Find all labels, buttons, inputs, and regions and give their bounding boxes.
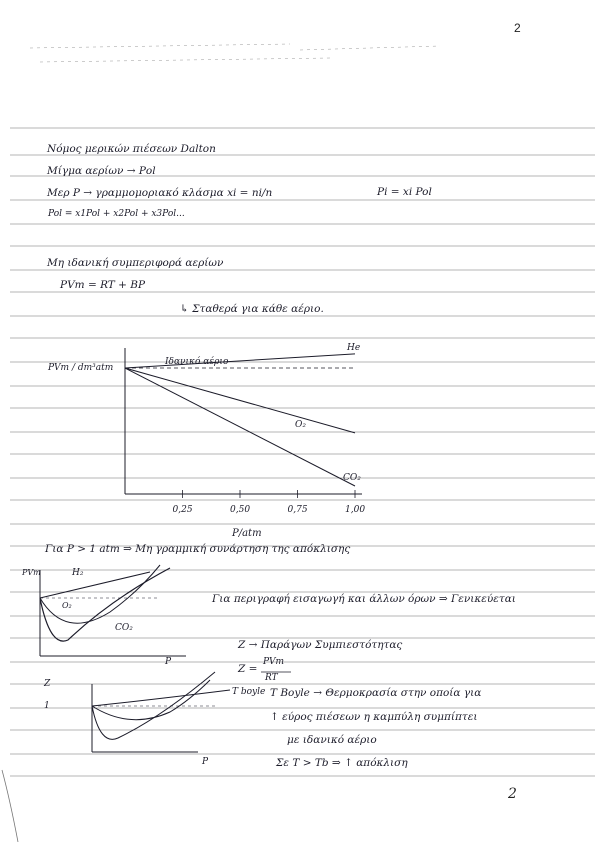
note-virial-equation: PVm = RT + BP [60, 279, 146, 291]
note-tboyle-def: T Boyle → Θερμοκρασία στην οποία για [270, 687, 482, 699]
note-generalization: Για περιγραφή εισαγωγή και άλλων όρων ⇒ Γενικεύεται [212, 593, 516, 605]
chart-xlabel: P/atm [232, 528, 262, 539]
note-z-denominator: RT [265, 673, 278, 683]
note-compressibility-factor: Z → Παράγων Συμπιεστότητας [238, 639, 403, 651]
page-number-top: 2 [514, 21, 521, 35]
chart-series-label-3: CO₂ [343, 473, 361, 483]
chart-series-label-2: O₂ [295, 419, 306, 430]
note-mole-fraction: Μερ P → γραμμομοριακό κλάσμα xi = ni/n [47, 187, 273, 199]
note-dalton-title: Νόμος μερικών πιέσεων Dalton [47, 143, 216, 155]
note-z-numerator: PVm [263, 657, 285, 667]
sketch1-xlabel: P [165, 657, 172, 667]
chart-x-tick-label-0: 0,25 [172, 505, 193, 515]
chart-x-tick-label-1: 0,50 [230, 505, 251, 515]
note-total-pressure-sum: Pol = x1Pol + x2Pol + x3Pol... [48, 209, 185, 219]
note-z-equals: Z = [238, 663, 258, 675]
sketch2-low-curve [92, 672, 215, 739]
chart-x-tick-label-3: 1,00 [345, 505, 366, 515]
sketch2-xlabel: P [202, 757, 209, 767]
sketch2-label-tboyle: T boyle [232, 687, 266, 697]
note-nonideal-title: Μη ιδανική συμπεριφορά αερίων [47, 257, 224, 269]
sketch2-ytick: 1 [44, 701, 50, 711]
note-above-tb: Σε T > Tb ⇒ ↑ απόκλιση [276, 757, 408, 769]
sketch1-ylabel: PVm [22, 568, 41, 577]
note-gas-mixture: Μίγμα αερίων → Ροl [47, 165, 156, 177]
note-constant-per-gas: ↳ Σταθερά για κάθε αέριο. [180, 303, 324, 315]
page-number-bottom: 2 [508, 786, 517, 802]
sketch1-label-co2: CO₂ [115, 623, 133, 633]
chart-ylabel: PVm / dm³atm [48, 363, 114, 373]
chart-series-label-0: He [347, 342, 361, 353]
note-tboyle-range: ↑ εύρος πιέσεων η καμπύλη συμπίπτει [270, 711, 478, 723]
sketch1-label-h2: H₂ [72, 568, 84, 578]
sketch2-ylabel: Z [44, 679, 51, 689]
chart-x-tick-label-2: 0,75 [287, 505, 308, 515]
note-nonlinear: Για P > 1 atm ⇒ Μη γραμμική συνάρτηση της απόκλισης [45, 543, 351, 555]
chart-series-label-1: Ιδανικό αέριο [165, 357, 229, 367]
sketch2-tboyle-curve [92, 690, 230, 706]
note-tboyle-ideal: με ιδανικό αέριο [287, 734, 377, 746]
sketch1-label-o2: O₂ [62, 601, 72, 610]
note-partial-pressure: Pi = xi Pol [377, 186, 432, 198]
